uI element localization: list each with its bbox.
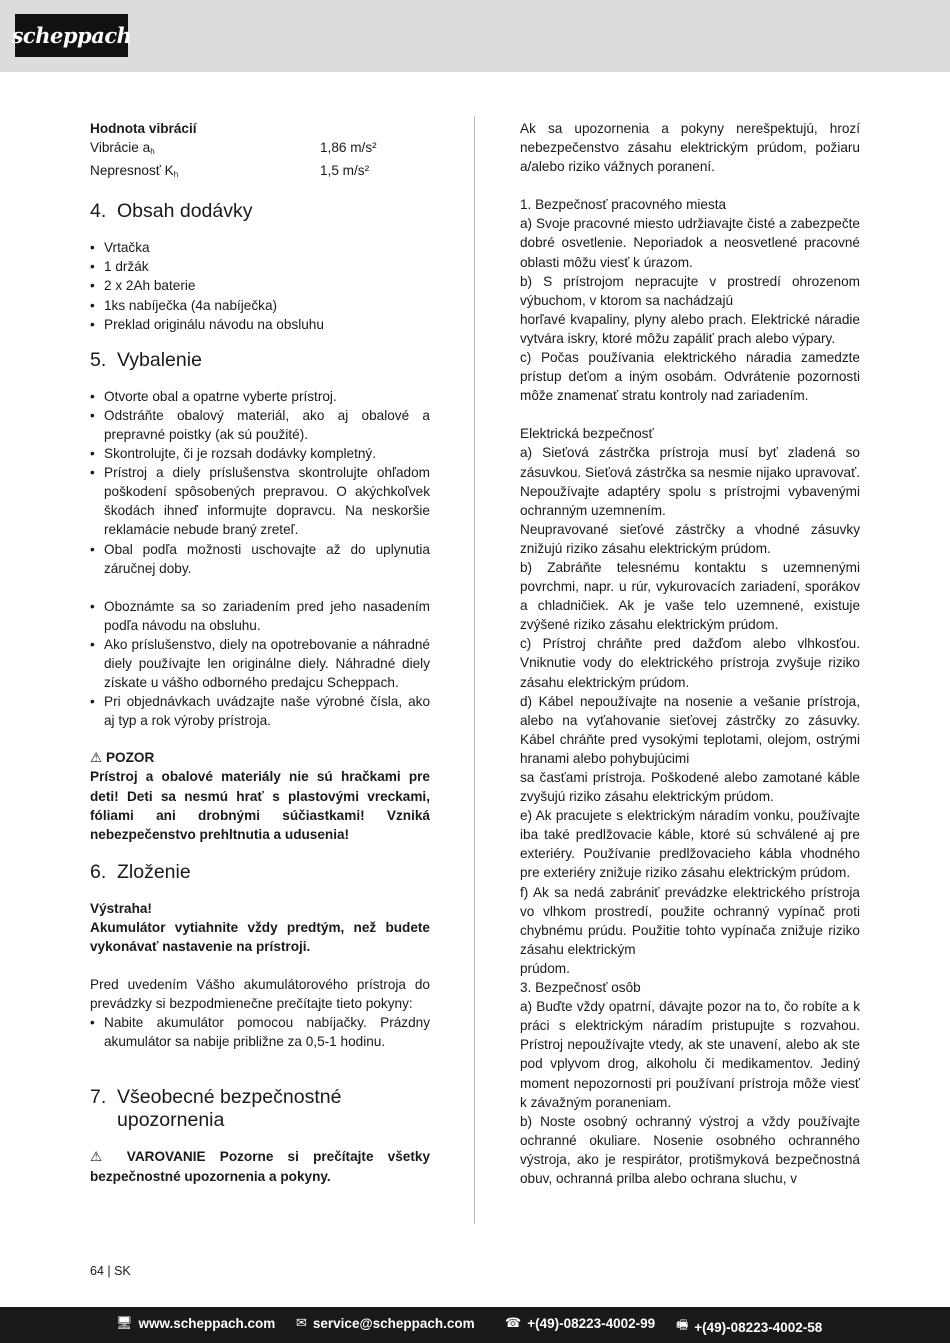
unpacking-list-2 <box>90 597 430 731</box>
list-item: • Preklad originálu návodu na obsluhu <box>90 315 430 334</box>
list-item: • 2 x 2Ah baterie <box>90 276 430 295</box>
footer-email[interactable]: ✉ service@scheppach.com <box>296 1316 475 1331</box>
paragraph: e) Ak pracujete s elektrickým náradím vonku, používajte iba také predlžovacie káble, ktoré sú schválené aj pre exteriéry. Používanie predlžovacieho kábla vhodného pre exteriéry znižuje riziko zásahu elektrickým prúdom. <box>520 808 860 881</box>
paragraph: b) S prístrojom nepracujte v prostredí ohrozenom výbuchom, v ktorom sa nachádzajú <box>520 273 860 308</box>
list-item: • Odstráňte obalový materiál, ako aj obalové a prepravné poistky (ak sú použité). <box>90 406 430 444</box>
paragraph: a) Svoje pracovné miesto udržiavajte čisté a zabezpečte dobré osvetlenie. Neporiadok a neosvetlené pracovné oblasti môžu viesť k úrazom. <box>520 216 860 270</box>
warning-triangle-icon: ⚠ <box>90 750 103 766</box>
paragraph: sa časťami prístroja. Poškodené alebo zamotané káble zvyšujú riziko zásahu elektrickým prúdom. <box>520 770 860 805</box>
list-item: • Skontrolujte, či je rozsah dodávky kompletný. <box>90 444 430 463</box>
vibration-label: Vibrácie $a_h$ <box>90 140 155 157</box>
page-number: 64 | SK <box>90 1264 131 1278</box>
list-item: • 1ks nabíječka (4a nabíječka) <box>90 296 430 315</box>
header-bar <box>0 0 950 72</box>
paragraph: b) Zabráňte telesnému kontaktu s uzemnenými povrchmi, napr. u rúr, vykurovacích zariadení, sporákov a chladničiek. Ak je vaše telo uzemnené, existuje zvýšené riziko zásahu elektrickým prúdom. <box>520 559 860 633</box>
vibration-value: 1,5 m/s² <box>320 163 370 179</box>
paragraph: horľavé kvapaliny, plyny alebo prach. Elektrické náradie vytvára iskry, ktoré môžu zapáliť prach alebo výpary. <box>520 311 860 346</box>
footer-phone: ☎ +(49)-08223-4002-99 <box>505 1316 656 1331</box>
column-divider <box>474 116 475 1224</box>
paragraph: b) Noste osobný ochranný výstroj a vždy používajte ochranné okuliare. Nosenie osobného ochranného výstroja, ako je respirátor, protišmyková bezpečnostná obuv, ochranná prilba alebo ochrana sluchu, v <box>520 1113 860 1186</box>
paragraph: d) Kábel nepoužívajte na nosenie a vešanie prístroja, alebo na vyťahovanie sieťovej zástrčky zo zásuvky. Kábel chráňte pred vysokými teplotami, olejom, ostrými hranami alebo pohybujúcimi <box>520 693 860 766</box>
vibration-title: Hodnota vibrácií <box>90 121 197 136</box>
left-column <box>90 119 430 1186</box>
paragraph: c) Počas používania elektrického náradia zamedzte prístup deťom a iným osobám. Odvrátenie pozornosti môže znamenať stratu kontroly nad zariadením. <box>520 350 860 404</box>
subsection-title: 1. Bezpečnosť pracovného miesta <box>520 197 727 213</box>
section-heading-4: 4. Obsah dodávky <box>90 200 253 223</box>
assembly-list <box>90 1013 430 1051</box>
mail-icon: ✉ <box>296 1316 307 1331</box>
list-item: • 1 držák <box>90 257 430 276</box>
vibration-row <box>90 138 430 161</box>
unpacking-list <box>90 387 430 578</box>
pozor-text: Prístroj a obalové materiály nie sú hračkami pre deti! Deti sa nesmú hrať s plastovými vreckami, fóliami ani drobnými súčiastkami! Vzniká nebezpečenstvo prehltnutia a udusenia! <box>90 769 430 842</box>
varovanie-text: ⚠ VAROVANIE Pozorne si prečítajte všetky bezpečnostné upozornenia a pokyny. <box>90 1149 431 1184</box>
vibration-label: Nepresnosť $K_h$ <box>90 163 179 180</box>
vibration-value: 1,86 m/s² <box>320 140 377 156</box>
right-column <box>520 119 860 1188</box>
paragraph: Neupravované sieťové zástrčky a vhodné zásuvky znižujú riziko zásahu elektrickým prúdom. <box>520 521 860 556</box>
paragraph: a) Sieťová zástrčka prístroja musí byť zladená so zásuvkou. Sieťová zástrčka sa nesmie nijako upravovať. Nepoužívajte adaptéry spolu s prístrojmi vybavenými ochranným uzemnením. <box>520 445 860 518</box>
section-heading-5: 5. Vybalenie <box>90 348 202 371</box>
subsection-title: 3. Bezpečnosť osôb <box>520 980 641 996</box>
fax-icon: 🖷 <box>676 1318 689 1333</box>
list-item: • Oboznámte sa so zariadením pred jeho nasadením podľa návodu na obsluhu. <box>90 597 430 635</box>
footer-fax: 🖷 +(49)-08223-4002-58 <box>676 1316 822 1338</box>
section-heading-6: 6. Zloženie <box>90 860 191 883</box>
assembly-text: Pred uvedením Vášho akumulátorového prístroja do prevádzky si bezpodmienečne prečítajte tieto pokyny: <box>90 977 430 1012</box>
warning-triangle-icon: ⚠ <box>90 1149 113 1165</box>
list-item: • Pri objednávkach uvádzajte naše výrobné čísla, ako aj typ a rok výroby prístroja. <box>90 692 430 730</box>
vystraha-text: Akumulátor vytiahnite vždy predtým, než budete vykonávať nastavenie na prístroji. <box>90 919 430 954</box>
list-item: • Otvorte obal a opatrne vyberte prístroj. <box>90 387 430 406</box>
paragraph: c) Prístroj chráňte pred dažďom alebo vlhkosťou. Vniknutie vody do elektrického prístroja zvyšuje riziko zásahu elektrickým prúdom. <box>520 636 860 690</box>
subsection-title: Elektrická bezpečnosť <box>520 426 654 442</box>
intro-text: Ak sa upozornenia a pokyny nerešpektujú, hrozí nebezpečenstvo zásahu elektrickým prúdom, požiaru a/alebo riziko vážnych poranení. <box>520 121 860 175</box>
phone-icon: ☎ <box>505 1316 522 1331</box>
list-item: • Nabite akumulátor pomocou nabíjačky. Prázdny akumulátor sa nabije približne za 0,5-1 hodinu. <box>90 1013 430 1051</box>
vystraha-title: Výstraha! <box>90 900 152 916</box>
monitor-icon: 🖥 <box>116 1316 133 1331</box>
delivery-list <box>90 238 430 333</box>
list-item: • Vrtačka <box>90 238 430 257</box>
pozor-label: ⚠ POZOR <box>90 750 155 766</box>
section-heading-7: 7. Všeobecné bezpečnostné upozornenia <box>90 1086 342 1132</box>
brand-logo: scheppach <box>15 14 128 57</box>
paragraph: f) Ak sa nedá zabrániť prevádzke elektrického prístroja vo vlhkom prostredí, použite ochranný vypínač proti chybnému prúdu. Použitie tohto vypínača znižuje riziko zásahu elektrickým <box>520 884 860 957</box>
footer-bar <box>0 1307 950 1343</box>
list-item: • Ako príslušenstvo, diely na opotrebovanie a náhradné diely používajte len originálne diely. Náhradné diely získate u vášho odborného predajcu Scheppach. <box>90 635 430 692</box>
list-item: • Prístroj a diely príslušenstva skontrolujte ohľadom poškodení spôsobených prepravou. O akýchkoľvek škodách ihneď informujte dopravcu. Na neskoršie reklamácie nebude braný zreteľ. <box>90 463 430 539</box>
footer-web[interactable]: 🖥 www.scheppach.com <box>116 1316 276 1331</box>
paragraph: prúdom. <box>520 960 570 976</box>
vibration-row <box>90 161 430 184</box>
paragraph: a) Buďte vždy opatrní, dávajte pozor na to, čo robíte a k práci s elektrickým náradím pristupujte s rozvahou. Prístroj nepoužívajte vtedy, ak ste unavení, alebo ak ste pod vplyvom drog, alkoholu či medikamentov. Jediný moment nepozornosti pri používaní prístroja môže viesť k závažným poraneniam. <box>520 999 860 1110</box>
list-item: • Obal podľa možnosti uschovajte až do uplynutia záručnej doby. <box>90 540 430 578</box>
